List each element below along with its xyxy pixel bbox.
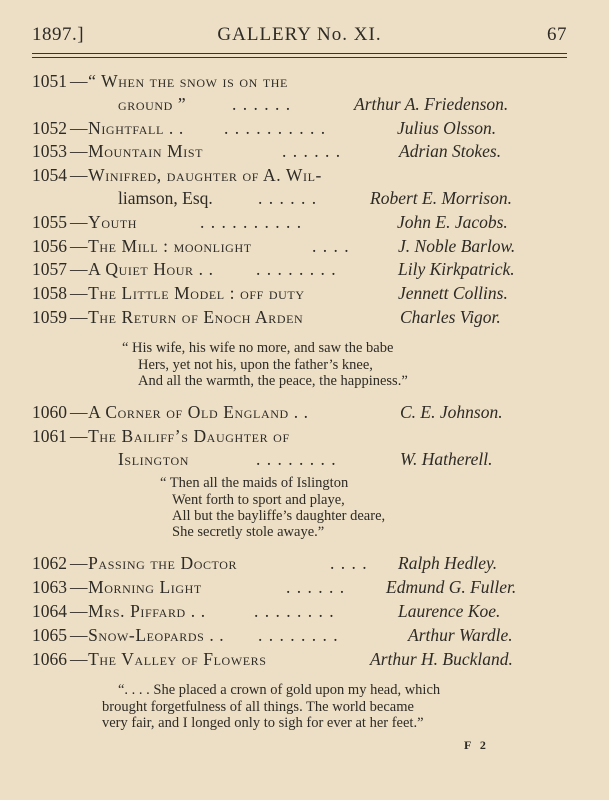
entry-1058	[0, 283, 609, 307]
quote-line: brought forgetfulness of all things. The world became	[102, 699, 414, 715]
entry-1054	[0, 165, 609, 189]
quote-line: very fair, and I longed only to sigh for ever at her feet.”	[102, 715, 424, 731]
entry-artist: Arthur H. Buckland.	[370, 649, 513, 669]
entry-1059	[0, 307, 609, 331]
entry-number: 1064	[32, 601, 67, 621]
entry-1057	[0, 259, 609, 283]
entry-number: 1063	[32, 577, 67, 597]
entry-1055	[0, 212, 609, 236]
entry-artist: J. Noble Barlow.	[398, 236, 516, 256]
entry-artist: Laurence Koe.	[398, 601, 501, 621]
entry-number: 1054	[32, 165, 67, 185]
entry-1061-continued	[0, 449, 609, 473]
quote-line: And all the warmth, the peace, the happiness.”	[138, 373, 408, 389]
entry-artist: C. E. Johnson.	[400, 402, 503, 422]
entry-title: —Youth	[70, 212, 138, 232]
signature-mark: F 2	[464, 738, 489, 752]
entry-title-continued: ground ”	[118, 94, 187, 114]
entry-1051-continued	[0, 94, 609, 118]
entry-artist: Edmund G. Fuller.	[386, 577, 517, 597]
entry-1056	[0, 236, 609, 260]
entry-title: —Morning Light	[70, 577, 202, 597]
entry-number: 1066	[32, 649, 67, 669]
entry-number: 1061	[32, 426, 67, 446]
entry-title: —The Mill : moonlight	[70, 236, 252, 256]
quote-line: “ Then all the maids of Islington	[160, 475, 349, 491]
entry-number: 1051	[32, 71, 67, 91]
entry-title: —The Return of Enoch Arden	[70, 307, 304, 327]
entry-artist: Adrian Stokes.	[399, 141, 502, 161]
entry-1054-continued	[0, 188, 609, 212]
entry-title: —Snow-Leopards . .	[70, 625, 225, 645]
entry-title: —The Valley of Flowers	[70, 649, 267, 669]
page-header	[32, 24, 567, 50]
entry-1053	[0, 141, 609, 165]
entry-number: 1065	[32, 625, 67, 645]
entry-artist: Robert E. Morrison.	[370, 188, 512, 208]
entry-number: 1060	[32, 402, 67, 422]
header-year: 1897.]	[32, 24, 85, 45]
leader-dots: . . . .	[312, 236, 350, 256]
quote-line: Hers, yet not his, upon the father’s knee,	[138, 357, 373, 373]
entry-title-continued: liamson, Esq.	[118, 188, 213, 208]
entry-1066	[0, 649, 609, 673]
entry-title: —A Corner of Old England . .	[70, 402, 309, 422]
leader-dots: . . . . . . . . . .	[224, 118, 327, 138]
entry-title: —Passing the Doctor	[70, 553, 238, 573]
quote-line: Went forth to sport and playe,	[172, 492, 345, 508]
leader-dots: . . . . . .	[258, 188, 318, 208]
leader-dots: . . . . . .	[282, 141, 342, 161]
entry-title: —Winifred, daughter of A. Wil-	[70, 165, 322, 185]
entry-artist: Arthur A. Friedenson.	[354, 94, 509, 114]
entry-title: —Mountain Mist	[70, 141, 204, 161]
entry-title: —“ When the snow is on the	[70, 71, 288, 91]
entry-1065	[0, 625, 609, 649]
header-rule	[32, 53, 567, 54]
entry-1061	[0, 426, 609, 450]
entry-artist: W. Hatherell.	[400, 449, 493, 469]
entry-artist: John E. Jacobs.	[397, 212, 508, 232]
page-number: 67	[547, 24, 567, 45]
entry-number: 1057	[32, 259, 67, 279]
quote-line: She secretly stole awaye.”	[172, 524, 325, 540]
entry-title: —The Bailiff’s Daughter of	[70, 426, 290, 446]
quote-line: All but the bayliffe’s daughter deare,	[172, 508, 386, 524]
header-rule-thin	[32, 57, 567, 58]
leader-dots: . . . .	[330, 553, 368, 573]
leader-dots: . . . . . . . .	[256, 449, 337, 469]
entry-number: 1056	[32, 236, 67, 256]
entry-title: —The Little Model : off duty	[70, 283, 305, 303]
leader-dots: . . . . . .	[232, 94, 292, 114]
entry-title: —Nightfall . .	[70, 118, 184, 138]
entry-1051	[0, 71, 609, 95]
entry-number: 1062	[32, 553, 67, 573]
header-title: GALLERY No. XI.	[217, 24, 382, 45]
quote-line: “. . . . She placed a crown of gold upon my head, which	[118, 682, 441, 698]
entry-1064	[0, 601, 609, 625]
entry-1052	[0, 118, 609, 142]
entry-1062	[0, 553, 609, 577]
entry-artist: Charles Vigor.	[400, 307, 501, 327]
entry-1060	[0, 402, 609, 426]
leader-dots: . . . . . . . .	[258, 625, 339, 645]
leader-dots: . . . . . . . .	[254, 601, 335, 621]
quote-line: “ His wife, his wife no more, and saw the babe	[122, 340, 394, 356]
entry-number: 1059	[32, 307, 67, 327]
entry-artist: Lily Kirkpatrick.	[398, 259, 515, 279]
entry-number: 1055	[32, 212, 67, 232]
entry-title: —Mrs. Piffard . .	[70, 601, 206, 621]
entry-title: —A Quiet Hour . .	[70, 259, 214, 279]
leader-dots: . . . . . . . .	[256, 259, 337, 279]
entry-number: 1052	[32, 118, 67, 138]
entry-artist: Arthur Wardle.	[408, 625, 513, 645]
entry-1063	[0, 577, 609, 601]
entry-title-continued: Islington	[118, 449, 190, 469]
entry-artist: Jennett Collins.	[398, 283, 508, 303]
entry-artist: Ralph Hedley.	[398, 553, 498, 573]
entry-number: 1058	[32, 283, 67, 303]
entry-artist: Julius Olsson.	[397, 118, 497, 138]
entry-number: 1053	[32, 141, 67, 161]
leader-dots: . . . . . . . . . .	[200, 212, 303, 232]
leader-dots: . . . . . .	[286, 577, 346, 597]
